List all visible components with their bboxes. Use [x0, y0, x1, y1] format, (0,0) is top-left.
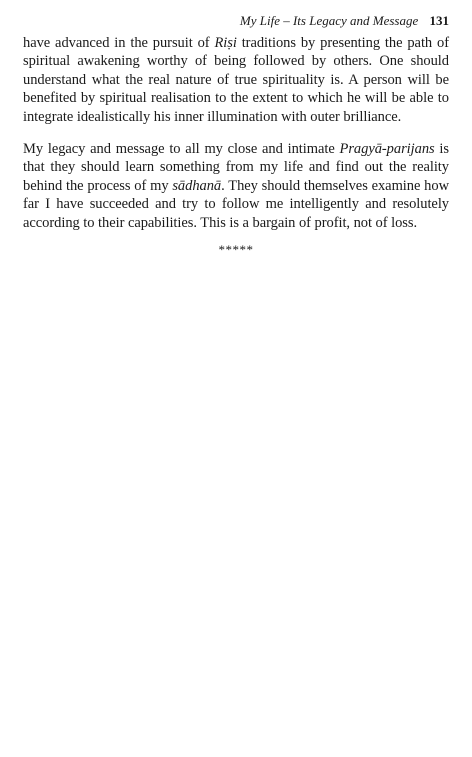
book-page	[23, 0, 449, 757]
section-end-mark: *****	[218, 242, 254, 258]
running-header	[240, 12, 449, 30]
paragraph	[23, 140, 449, 232]
paragraph	[23, 34, 449, 126]
body-text	[23, 34, 449, 258]
running-title: My Life – Its Legacy and Message	[239, 13, 419, 28]
page-number: 131	[429, 13, 449, 28]
italic-term: Riṣi	[214, 35, 237, 51]
italic-term: sādhanā	[172, 177, 222, 194]
paragraph-text: . They should themselves examine how far I have succeeded and try to follow me intelligently and resolutely according to their capabilities. This is a bargain of profit, not of loss.	[23, 177, 449, 231]
italic-term: Pragyā-parijans	[339, 141, 435, 158]
paragraph-text: have advanced in the pursuit of	[23, 35, 215, 51]
paragraph-text: My legacy and message to all my close and intimate	[23, 141, 340, 158]
paragraph-text: is that they should learn something from my life and find out the reality behind the process of my	[23, 141, 449, 194]
paragraph-text: traditions by presenting the path of spiritual awakening worthy of being followed by others. One should understand what the real nature of true spirituality is. A person will be benefited by spiritual realisation to the extent to which he will be able to integrate idealistically his inner illumination with outer brilliance.	[23, 35, 449, 125]
